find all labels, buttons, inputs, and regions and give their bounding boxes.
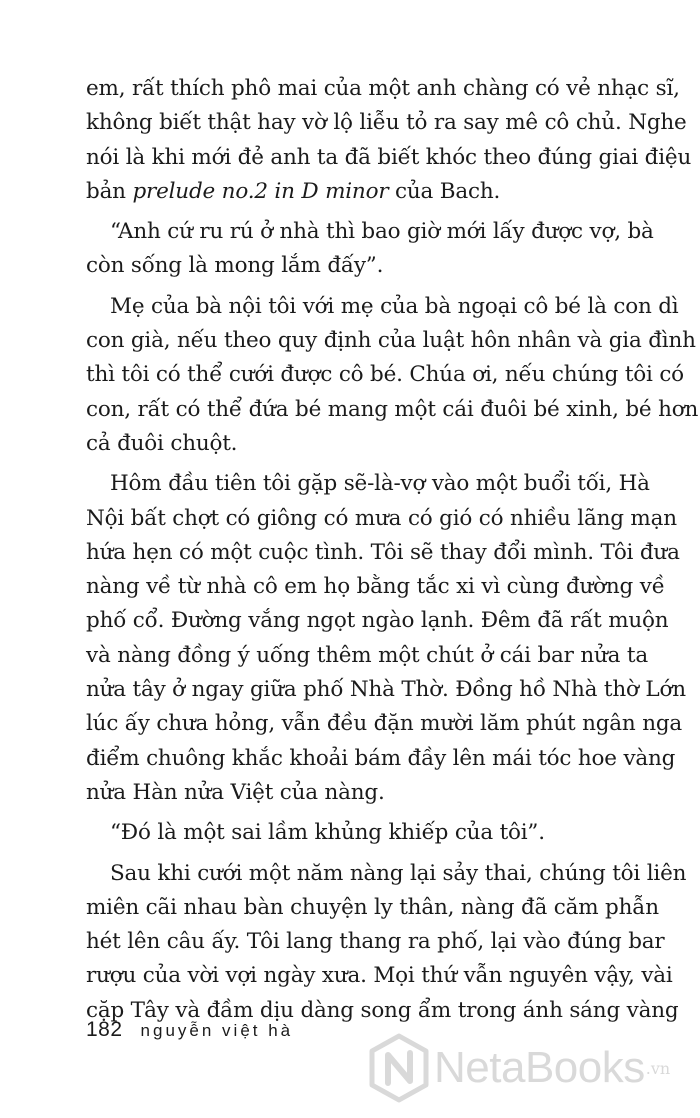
text-line: Mẹ của bà nội tôi với mẹ của bà ngoại cô bé là con dì — [110, 293, 679, 319]
text-line: không biết thật hay vờ lộ liễu tỏ ra say mê cô chủ. Nghe — [86, 110, 687, 136]
page-body — [86, 72, 699, 1028]
text-line: và nàng đồng ý uống thêm một chút ở cái bar nửa ta — [86, 642, 648, 668]
text-line-bach — [86, 175, 634, 209]
running-author: nguyễn việt hà — [140, 1021, 294, 1040]
text-line: “Anh cứ ru rú ở nhà thì bao giờ mới lấy được vợ, bà — [110, 219, 654, 245]
text-line: nửa tây ở ngay giữa phố Nhà Thờ. Đồng hồ Nhà thờ Lớn — [86, 677, 686, 703]
netabooks-logo-icon — [368, 1033, 430, 1103]
text-line: hứa hẹn có một cuộc tình. Tôi sẽ thay đổi mình. Tôi đưa — [86, 539, 680, 565]
text-line: lúc ấy chưa hỏng, vẫn đều đặn mười lăm phút ngân nga — [86, 711, 683, 737]
bach-prefix: bản — [86, 178, 133, 204]
text-line: điểm chuông khắc khoải bám đầy lên mái tóc hoe vàng — [86, 745, 676, 771]
text-line: Sau khi cưới một năm nàng lại sảy thai, chúng tôi liên — [110, 860, 687, 886]
text-line: nói là khi mới đẻ anh ta đã biết khóc theo đúng giai điệu — [86, 144, 692, 170]
text-line: phố cổ. Đường vắng ngọt ngào lạnh. Đêm đã rất muộn — [86, 608, 669, 634]
text-line: nửa Hàn nửa Việt của nàng. — [86, 779, 385, 805]
text-line: con, rất có thể đứa bé mang một cái đuôi bé xinh, bé hơn — [86, 396, 699, 422]
text-line: cặp Tây và đầm dịu dàng song ẩm trong ánh sáng vàng — [86, 997, 679, 1023]
text-line: Nội bất chợt có giông có mưa có gió có nhiều lãng mạn — [86, 505, 677, 531]
text-line: em, rất thích phô mai của một anh chàng có vẻ nhạc sĩ, — [86, 76, 680, 101]
text-line: cả đuôi chuột. — [86, 430, 238, 456]
page-number: 182 — [86, 1018, 123, 1041]
text-line: miên cãi nhau bàn chuyện ly thân, nàng đã căm phẫn — [86, 894, 659, 920]
bach-suffix: của Bach. — [388, 178, 501, 204]
watermark — [368, 1028, 698, 1108]
text-line: nàng về từ nhà cô em họ bằng tắc xi vì cùng đường về — [86, 574, 665, 600]
text-line: Hôm đầu tiên tôi gặp sẽ-là-vợ vào một buổi tối, Hà — [110, 471, 650, 497]
watermark-brand: NetaBooks — [434, 1043, 645, 1092]
text-line: còn sống là mong lắm đấy”. — [86, 253, 384, 279]
text-line: “Đó là một sai lầm khủng khiếp của tôi”. — [110, 820, 545, 846]
text-line: con già, nếu theo quy định của luật hôn nhân và gia đình — [86, 328, 696, 354]
page-footer — [86, 1018, 293, 1042]
text-line: hét lên câu ấy. Tôi lang thang ra phố, lại vào đúng bar — [86, 929, 665, 955]
watermark-domain: .vn — [645, 1058, 671, 1078]
prelude-title: prelude no.2 in D minor — [132, 178, 389, 204]
text-line: thì tôi có thể cưới được cô bé. Chúa ơi, nếu chúng tôi có — [86, 362, 684, 388]
text-line: rượu của vời vợi ngày xưa. Mọi thứ vẫn nguyên vậy, vài — [86, 963, 673, 989]
